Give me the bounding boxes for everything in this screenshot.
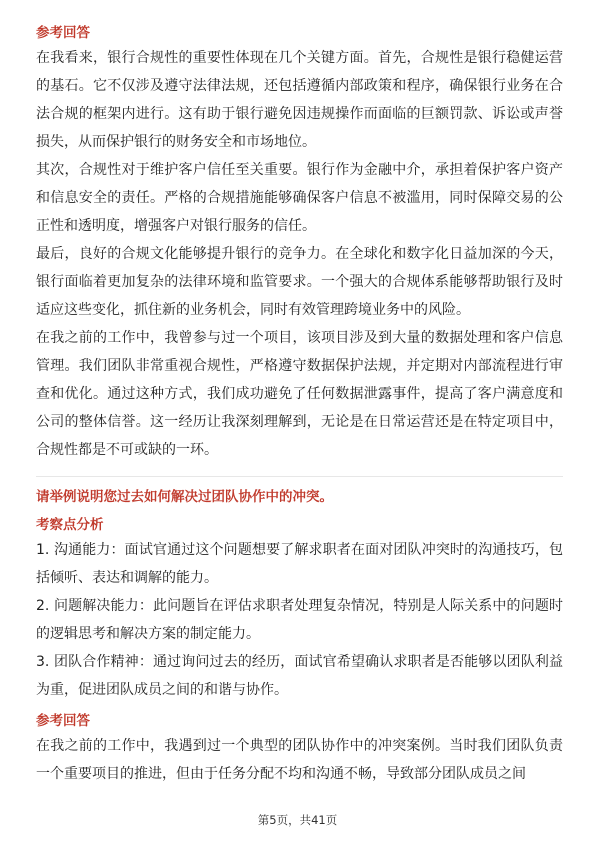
analysis-heading: 考察点分析	[36, 517, 104, 533]
analysis-item-problem-solving: 2. 问题解决能力：此问题旨在评估求职者处理复杂情况，特别是人际关系中的问题时的逻辑思考和解决方案的制定能力。	[36, 598, 563, 642]
page-content	[36, 22, 563, 788]
analysis-item-communication: 1. 沟通能力：面试官通过这个问题想要了解求职者在面对团队冲突时的沟通技巧，包括倾听、表达和调解的能力。	[36, 542, 563, 586]
analysis-list	[36, 536, 563, 704]
section-divider	[36, 476, 563, 477]
answer-paragraph-5: 在我之前的工作中，我遇到过一个典型的团队协作中的冲突案例。当时我们团队负责一个重要项目的推进，但由于任务分配不均和沟通不畅，导致部分团队成员之间	[36, 738, 563, 782]
answer-paragraph-2: 其次，合规性对于维护客户信任至关重要。银行作为金融中介，承担着保护客户资产和信息安全的责任。严格的合规措施能够确保客户信息不被滥用，同时保障交易的公正性和透明度，增强客户对银行服务的信任。	[36, 162, 563, 234]
analysis-item-teamwork: 3. 团队合作精神：通过询问过去的经历，面试官希望确认求职者是否能够以团队利益为重，促进团队成员之间的和谐与协作。	[36, 654, 563, 698]
answer-paragraph-1: 在我看来，银行合规性的重要性体现在几个关键方面。首先，合规性是银行稳健运营的基石。它不仅涉及遵守法律法规，还包括遵循内部政策和程序，确保银行业务在合法合规的框架内进行。这有助于银行避免因违规操作而面临的巨额罚款、诉讼或声誉损失，从而保护银行的财务安全和市场地位。	[36, 50, 563, 150]
page-number: 第5页，共41页	[257, 813, 338, 827]
answer-paragraph-4: 在我之前的工作中，我曾参与过一个项目，该项目涉及到大量的数据处理和客户信息管理。我们团队非常重视合规性，严格遵守数据保护法规，并定期对内部流程进行审查和优化。通过这种方式，我们成功避免了任何数据泄露事件，提高了客户满意度和公司的整体信誉。这一经历让我深刻理解到，无论是在日常运营还是在特定项目中，合规性都是不可或缺的一环。	[36, 330, 563, 458]
interview-question: 请举例说明您过去如何解决过团队协作中的冲突。	[36, 489, 333, 505]
reference-answer-heading-2: 参考回答	[36, 713, 90, 729]
answer-paragraph-3: 最后，良好的合规文化能够提升银行的竞争力。在全球化和数字化日益加深的今天，银行面临着更加复杂的法律环境和监管要求。一个强大的合规体系能够帮助银行及时适应这些变化，抓住新的业务机会，同时有效管理跨境业务中的风险。	[36, 246, 563, 318]
reference-answer-heading: 参考回答	[36, 25, 90, 41]
